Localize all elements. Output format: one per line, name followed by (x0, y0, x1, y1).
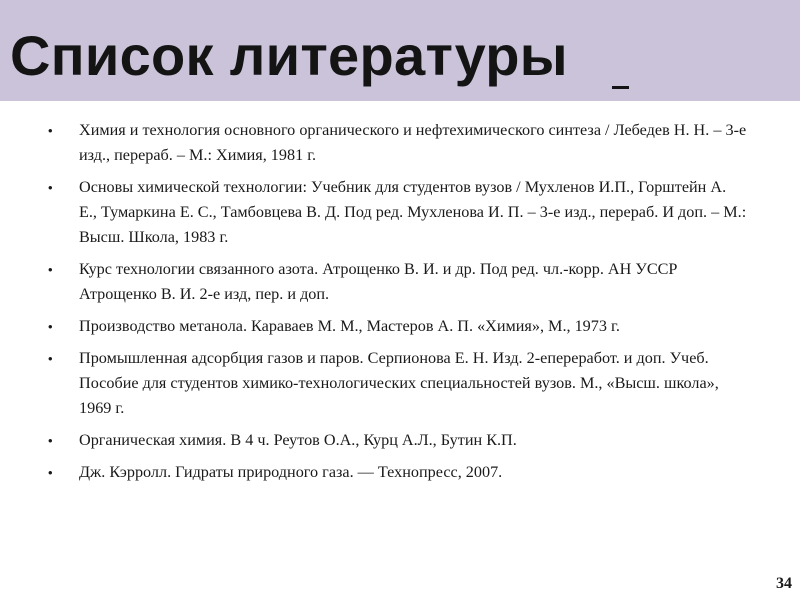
bullet-icon: • (48, 319, 53, 334)
bullet-icon: • (48, 123, 53, 138)
reference-item (48, 346, 748, 421)
bullet-icon: • (48, 351, 53, 366)
reference-text: Органическая химия. В 4 ч. Реутов О.А., Курц А.Л., Бутин К.П. (79, 431, 517, 449)
reference-text: Курс технологии связанного азота. Атрощенко В. И. и др. Под ред. чл.-корр. АН УССР Атрощенко В. И. 2-е изд, пер. и доп. (79, 260, 678, 303)
reference-item (48, 428, 748, 453)
bullet-icon: • (48, 262, 53, 277)
slide-number: 34 (776, 575, 792, 592)
slide-title: Список литературы (10, 24, 568, 87)
bullet-icon: • (48, 180, 53, 195)
reference-text: Основы химической технологии: Учебник для студентов вузов / Мухленов И.П., Горштейн А. Е., Тумаркина Е. С., Тамбовцева В. Д. Под ред. Мухленова И. П. – 3-е изд., перераб. И доп. – М.: Высш. Школа, 1983 г. (79, 178, 747, 246)
reference-item (48, 118, 748, 168)
reference-list (48, 118, 748, 492)
reference-text: Промышленная адсорбция газов и паров. Серпионова Е. Н. Изд. 2-епереработ. и доп. Учеб. Пособие для студентов химико-технологических специальностей вузов. М., «Высш. школа», 1969 г. (79, 349, 719, 417)
reference-item (48, 314, 748, 339)
reference-text: Дж. Кэрролл. Гидраты природного газа. — Технопресс, 2007. (79, 463, 503, 481)
reference-text: Производство метанола. Караваев М. М., Мастеров А. П. «Химия», М., 1973 г. (79, 317, 620, 335)
bullet-icon: • (48, 433, 53, 448)
reference-item (48, 175, 748, 250)
bullet-icon: • (48, 465, 53, 480)
reference-text: Химия и технология основного органического и нефтехимического синтеза / Лебедев Н. Н. – 3-е изд., перераб. – М.: Химия, 1981 г. (79, 121, 747, 164)
reference-item (48, 257, 748, 307)
reference-item (48, 460, 748, 485)
title-underline-mark (612, 86, 629, 89)
